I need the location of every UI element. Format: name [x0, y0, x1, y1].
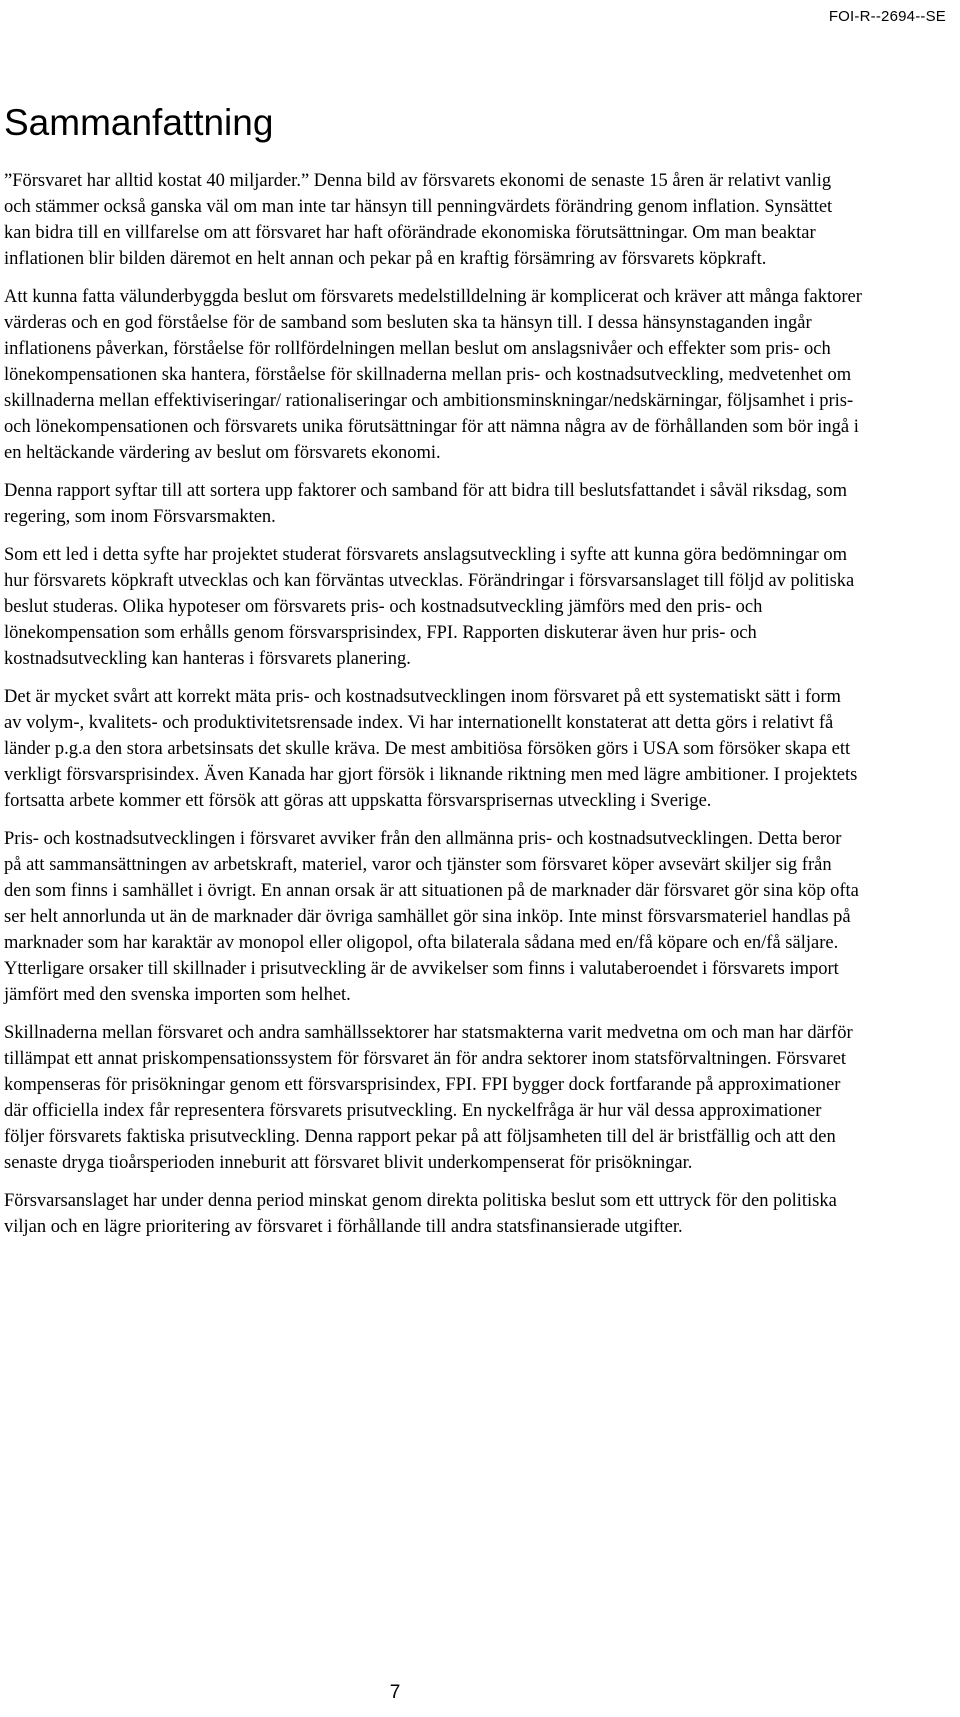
paragraph-7: Skillnaderna mellan försvaret och andra samhällssektorer har statsmakterna varit medvetna om och man har därför tillämpat ett annat priskompensationssystem för försvaret än för andra sektorer inom statsförvaltningen. Försvaret kompenseras för prisökningar genom ett försvarsprisindex, FPI. FPI bygger dock fortfarande på approximationer där officiella index får representera försvarets prisutveckling. En nyckelfråga är hur väl dessa approximationer följer försvarets faktiska prisutveckling. Denna rapport pekar på att följsamheten till del är bristfällig och att den senaste dryga tioårsperioden inneburit att försvaret blivit underkompenserat för prisökningar. — [4, 1023, 853, 1173]
paragraph-3: Denna rapport syftar till att sortera upp faktorer och samband för att bidra till beslutsfattandet i såväl riksdag, som regering, som inom Försvarsmakten. — [4, 481, 848, 527]
paragraph-1: ”Försvaret har alltid kostat 40 miljarder.” Denna bild av försvarets ekonomi de senaste 15 åren är relativt vanlig och stämmer också ganska väl om man inte tar hänsyn till penningvärdets förändring genom inflation. Synsättet kan bidra till en villfarelse om att försvaret har haft oförändrade ekonomiska förutsättningar. Om man beaktar inflationen blir bilden däremot en helt annan och pekar på en kraftig försämring av försvarets köpkraft. — [4, 171, 833, 269]
report-id: FOI-R--2694--SE — [828, 8, 946, 25]
paragraph-6: Pris- och kostnadsutvecklingen i försvaret avviker från den allmänna pris- och kostnadsutvecklingen. Detta beror på att sammansättningen av arbetskraft, materiel, varor och tjänster som försvaret köper avsevärt skiljer sig från den som finns i samhället i övrigt. En annan orsak är att situationen på de marknader där försvaret gör sina köp ofta ser helt annorlunda ut än de marknader där övriga samhället gör sina inköp. Inte minst försvarsmateriel handlas på marknader som har karaktär av monopol eller oligopol, ofta bilaterala sådana med en/få köpare och en/få säljare. Ytterligare orsaker till skillnader i prisutveckling är de avvikelser som finns i valutaberoendet i försvarets import jämfört med den svenska importen som helhet. — [4, 829, 859, 1005]
paragraph-5: Det är mycket svårt att korrekt mäta pris- och kostnadsutvecklingen inom försvaret på ett systematiskt sätt i form av volym-, kvalitets- och produktivitetsrensade index. Vi har internationellt konstaterat att detta görs i relativt få länder p.g.a den stora arbetsinsats det skulle kräva. De mest ambitiösa försöken görs i USA som försöker skapa ett verkligt försvarsprisindex. Även Kanada har gjort försök i liknande riktning men med lägre ambitioner. I projektets fortsatta arbete kommer ett försök att göras att uppskatta försvarsprisernas utveckling i Sverige. — [4, 687, 858, 811]
paragraph-8: Försvarsanslaget har under denna period minskat genom direkta politiska beslut som ett uttryck för den politiska viljan och en lägre prioritering av försvaret i förhållande till andra statsfinansierade utgifter. — [4, 1191, 837, 1237]
paragraph-4: Som ett led i detta syfte har projektet studerat försvarets anslagsutveckling i syfte att kunna göra bedömningar om hur försvarets köpkraft utvecklas och kan förväntas utvecklas. Förändringar i försvarsanslaget till följd av politiska beslut studeras. Olika hypoteser om försvarets pris- och kostnadsutveckling jämförs med den pris- och lönekompensation som erhålls genom försvarsprisindex, FPI. Rapporten diskuterar även hur pris- och kostnadsutveckling kan hanteras i försvarets planering. — [4, 545, 855, 669]
paragraph-2: Att kunna fatta välunderbyggda beslut om försvarets medelstilldelning är komplicerat och kräver att många faktorer värderas och en god förståelse för de samband som besluten ska ta hänsyn till. I dessa hänsynstaganden ingår inflationens påverkan, förståelse för rollfördelningen mellan beslut om anslagsnivåer och effekter som pris- och lönekompensationen ska hantera, förståelse för skillnaderna mellan pris- och kostnadsutveckling, medvetenhet om skillnaderna mellan effektiviseringar/ rationaliseringar och ambitionsminskningar/nedskärningar, följsamhet i pris- och lönekompensationen och försvarets unika förutsättningar för att nämna några av de förhållanden som bör ingå i en heltäckande värdering av beslut om försvarets ekonomi. — [4, 287, 862, 463]
page-title: Sammanfattning — [4, 102, 274, 143]
body-text — [4, 168, 862, 1252]
page-number: 7 — [389, 1682, 401, 1703]
